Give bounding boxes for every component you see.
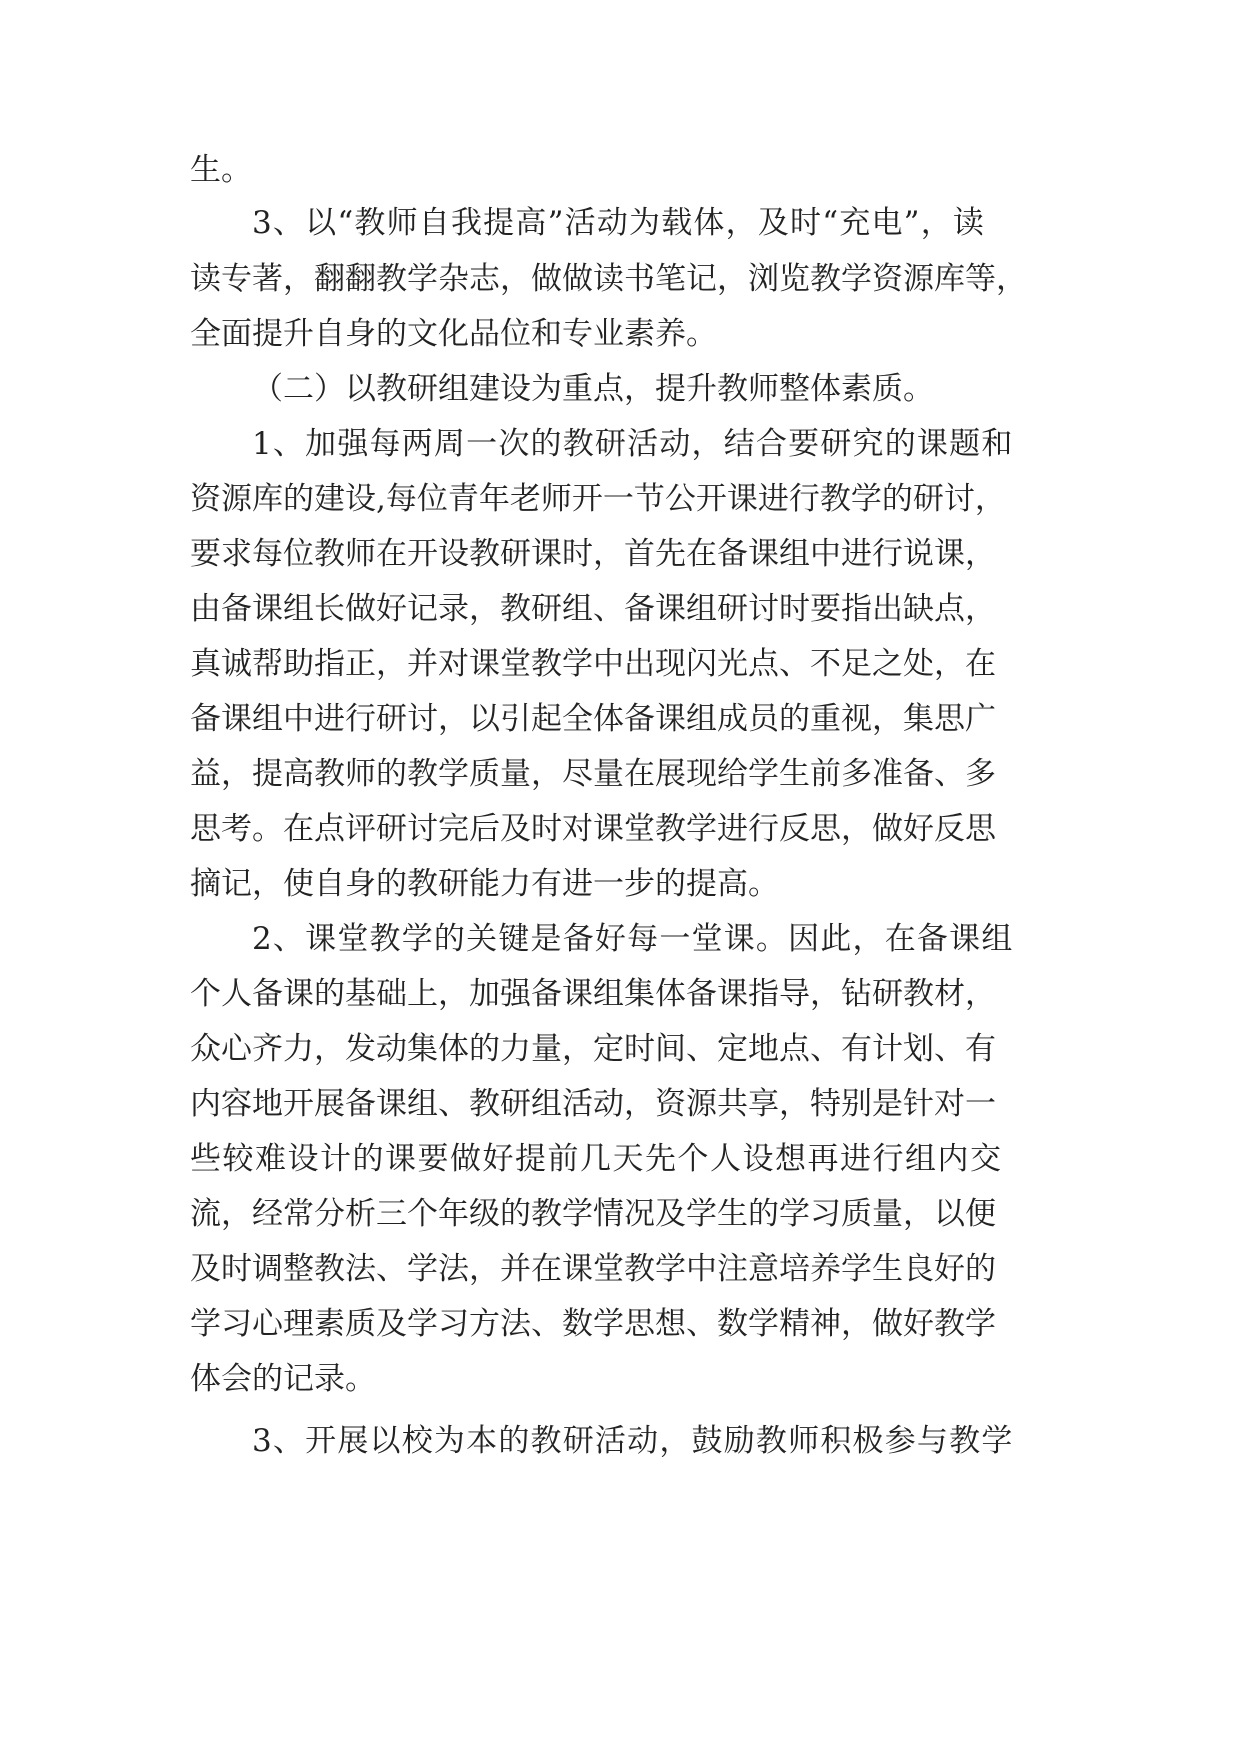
text-line: 众心齐力，发动集体的力量，定时间、定地点、有计划、有	[190, 1031, 996, 1067]
text-line: 资源库的建设,每位青年老师开一节公开课进行教学的研讨，	[190, 481, 1006, 517]
text-line: 流，经常分析三个年级的教学情况及学生的学习质量，以便	[190, 1196, 996, 1232]
text-line: 2、课堂教学的关键是备好每一堂课。因此，在备课组	[252, 921, 1014, 957]
text-line: 益，提高教师的教学质量，尽量在展现给学生前多准备、多	[190, 756, 996, 792]
text-line: 3、开展以校为本的教研活动，鼓励教师积极参与教学	[252, 1423, 1014, 1459]
text-line: 及时调整教法、学法，并在课堂教学中注意培养学生良好的	[190, 1251, 996, 1287]
text-line: 备课组中进行研讨，以引起全体备课组成员的重视，集思广	[190, 701, 996, 737]
text-line: 要求每位教师在开设教研课时，首先在备课组中进行说课，	[190, 536, 996, 572]
section-heading: （二）以教研组建设为重点，提升教师整体素质。	[252, 371, 934, 407]
text-line: 学习心理素质及学习方法、数学思想、数学精神，做好教学	[190, 1306, 996, 1342]
text-line: 读专著，翻翻教学杂志，做做读书笔记，浏览教学资源库等，	[190, 261, 1027, 297]
text-line: 个人备课的基础上，加强备课组集体备课指导，钻研教材，	[190, 976, 996, 1012]
text-line: 摘记，使自身的教研能力有进一步的提高。	[190, 866, 779, 902]
text-line: 真诚帮助指正，并对课堂教学中出现闪光点、不足之处，在	[190, 646, 996, 682]
text-line: 全面提升自身的文化品位和专业素养。	[190, 316, 717, 352]
text-line: 3、以“教师自我提高”活动为载体，及时“充电”，读	[252, 205, 986, 241]
text-line: 体会的记录。	[190, 1361, 376, 1397]
text-line: 由备课组长做好记录，教研组、备课组研讨时要指出缺点，	[190, 591, 996, 627]
text-line: 1、加强每两周一次的教研活动，结合要研究的课题和	[252, 426, 1014, 462]
text-line: 些较难设计的课要做好提前几天先个人设想再进行组内交	[190, 1141, 1003, 1177]
text-line: 内容地开展备课组、教研组活动，资源共享，特别是针对一	[190, 1086, 996, 1122]
text-line: 生。	[190, 152, 252, 188]
text-line: 思考。在点评研讨完后及时对课堂教学进行反思，做好反思	[190, 811, 996, 847]
